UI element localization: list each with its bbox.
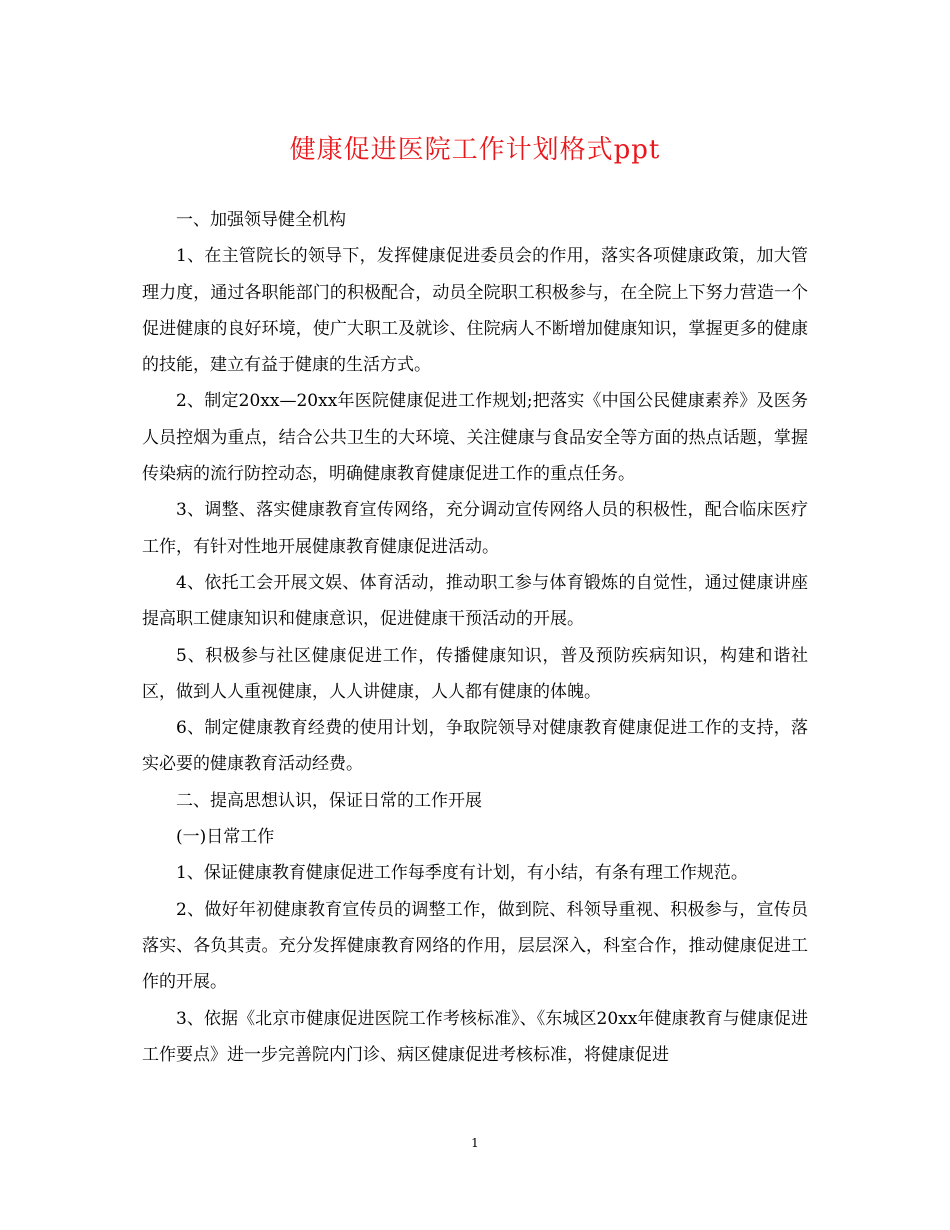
paragraph: 5、积极参与社区健康促进工作，传播健康知识，普及预防疾病知识，构建和谐社区，做到人人重视健康，人人讲健康，人人都有健康的体魄。 bbox=[142, 645, 808, 702]
paragraph: 二、提高思想认识，保证日常的工作开展 bbox=[176, 790, 482, 811]
paragraph: 一、加强领导健全机构 bbox=[176, 210, 346, 230]
document-title: 健康促进医院工作计划格式ppt bbox=[289, 135, 661, 165]
paragraph: 4、依托工会开展文娱、体育活动，推动职工参与体育锻炼的自觉性，通过健康讲座提高职工健康知识和健康意识，促进健康干预活动的开展。 bbox=[142, 572, 808, 630]
page-number: 1 bbox=[471, 1136, 479, 1150]
paragraph: 6、制定健康教育经费的使用计划，争取院领导对健康教育健康促进工作的支持，落实必要的健康教育活动经费。 bbox=[142, 718, 808, 775]
paragraph: 2、做好年初健康教育宣传员的调整工作，做到院、科领导重视、积极参与，宣传员落实、各负其责。充分发挥健康教育网络的作用，层层深入，科室合作，推动健康促进工作的开展。 bbox=[142, 899, 808, 993]
paragraph: 2、制定20xx—20xx年医院健康促进工作规划;把落实《中国公民健康素养》及医务人员控烟为重点，结合公共卫生的大环境、关注健康与食品安全等方面的热点话题，掌握传染病的流行防控动态，明确健康教育健康促进工作的重点任务。 bbox=[142, 391, 808, 485]
document-body bbox=[142, 202, 808, 1073]
paragraph: 3、调整、落实健康教育宣传网络，充分调动宣传网络人员的积极性，配合临床医疗工作，有针对性地开展健康教育健康促进活动。 bbox=[142, 500, 808, 557]
paragraph: (一)日常工作 bbox=[176, 827, 275, 848]
paragraph: 3、依据《北京市健康促进医院工作考核标准》、《东城区20xx年健康教育与健康促进工作要点》进一步完善院内门诊、病区健康促进考核标准，将健康促进 bbox=[142, 1008, 808, 1065]
paragraph: 1、保证健康教育健康促进工作每季度有计划，有小结，有条有理工作规范。 bbox=[176, 863, 748, 884]
paragraph: 1、在主管院长的领导下，发挥健康促进委员会的作用，落实各项健康政策，加大管理力度，通过各职能部门的积极配合，动员全院职工积极参与，在全院上下努力营造一个促进健康的良好环境，使广大职工及就诊、住院病人不断增加健康知识，掌握更多的健康的技能，建立有益于健康的生活方式。 bbox=[142, 246, 808, 376]
